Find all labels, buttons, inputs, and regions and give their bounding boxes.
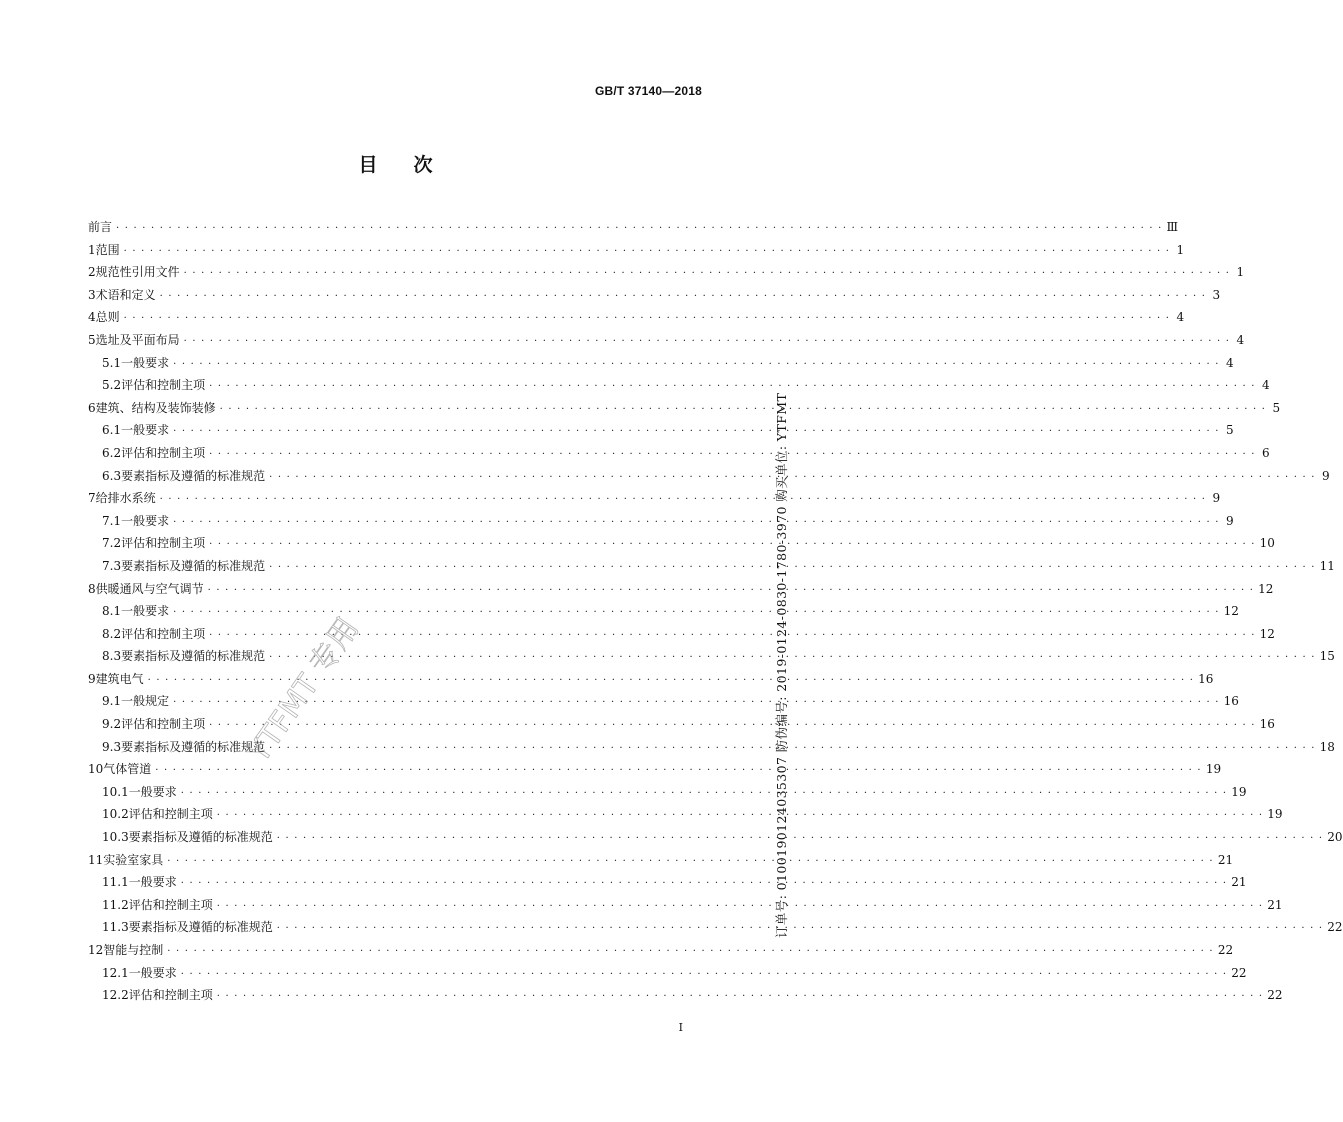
toc-chapter-entry[interactable]: [88, 397, 1281, 420]
toc-entry-label: 总则: [95, 310, 120, 325]
standard-code: GB/T 37140—2018: [594, 84, 702, 98]
toc-entry-page: 9: [1321, 468, 1330, 483]
toc-entry-label: 智能与控制: [103, 943, 164, 957]
toc-entry-label: 范围: [95, 242, 120, 257]
toc-entry-label: 一般要求: [128, 784, 177, 799]
toc-dot-leader: · · · · · · · · · · · · · · · · · · · · · · · · · · · · · · · · · · · · · · · · · · · · · · · · · · · · · · · · · · · · · · · · · · · · · · · · · · · · · · · · · · · · · · · · · · · · · · · · · · · · · · · · · · · · · · · · · · · · · · · ·: [209, 539, 1256, 551]
toc-dot-leader: · · · · · · · · · · · · · · · · · · · · · · · · · · · · · · · · · · · · · · · · · · · · · · · · · · · · · · · · · · · · · · · · · · · · · · · · · · · · · · · · · · · · · · · · · · · · · · · · · · · · · · · · · · · · · · · · · · · · · · · ·: [209, 448, 1256, 460]
toc-entry-number: 6.1: [102, 423, 122, 438]
toc-entry-number: 10.2: [102, 807, 129, 822]
toc-entry-page: 19: [1231, 784, 1247, 799]
toc-entry-label: 一般规定: [121, 694, 170, 709]
toc-entry-page: 10: [1259, 536, 1275, 551]
toc-section-entry[interactable]: [88, 984, 1283, 1007]
toc-section-entry[interactable]: [88, 352, 1234, 375]
toc-dot-leader: · · · · · · · · · · · · · · · · · · · · · · · · · · · · · · · · · · · · · · · · · · · · · · · · · · · · · · · · · · · · · · · · · · · · · · · · · · · · · · · · · · · · · · · · · · · · · · · · · · · · · · · · · · · · · · · · · · · · · · · ·: [167, 946, 1214, 957]
toc-entry-number: 12.1: [102, 965, 129, 980]
toc-entry-number: 7: [88, 491, 96, 506]
toc-entry-number: 3: [88, 287, 96, 302]
toc-entry-number: 12: [88, 943, 104, 957]
toc-entry-page: 16: [1223, 694, 1239, 709]
toc-entry-page: 1: [1176, 242, 1185, 257]
toc-entry-label: 实验室家具: [103, 852, 164, 867]
toc-entry-page: 1: [1236, 265, 1245, 280]
toc-entry-page: 19: [1205, 762, 1222, 777]
toc-chapter-entry[interactable]: [88, 668, 1214, 691]
toc-entry-number: 9.3: [102, 739, 122, 754]
toc-dot-leader: · · · · · · · · · · · · · · · · · · · · · · · · · · · · · · · · · · · · · · · · · · · · · · · · · · · · · · · · · · · · · · · · · · · · · · · · · · · · · · · · · · · · · · · · · · · · · · · · · · · · · · · · · · · · · · · · · · · · · · · ·: [180, 787, 1228, 799]
toc-section-entry[interactable]: [88, 600, 1239, 623]
toc-entry-label: 选址及平面布局: [95, 332, 180, 347]
toc-chapter-entry[interactable]: [88, 487, 1221, 510]
toc-dot-leader: · · · · · · · · · · · · · · · · · · · · · · · · · · · · · · · · · · · · · · · · · · · · · · · · · · · · · · · · · · · · · · · · · · · · · · · · · · · · · · · · · · · · · · · · · · · · · · · · · · · · · · · · · · · · · · · · · · · · · · · ·: [269, 471, 1316, 483]
toc-entry-number: 11.3: [102, 920, 129, 935]
page-number: I: [678, 1021, 683, 1034]
toc-entry-page: 22: [1217, 943, 1234, 957]
toc-entry-label: 评估和控制主项: [128, 897, 213, 912]
toc-section-entry[interactable]: [88, 736, 1335, 759]
toc-chapter-entry[interactable]: [88, 239, 1185, 262]
toc-entry-page: 12: [1223, 604, 1239, 619]
toc-entry-number: 6: [88, 400, 96, 415]
toc-entry-label: 建筑电气: [95, 671, 144, 686]
toc-entry-label: 要素指标及遵循的标准规范: [121, 468, 266, 483]
toc-section-entry[interactable]: [88, 803, 1283, 826]
toc-entry-page: 19: [1267, 807, 1283, 822]
toc-dot-leader: · · · · · · · · · · · · · · · · · · · · · · · · · · · · · · · · · · · · · · · · · · · · · · · · · · · · · · · · · · · · · · · · · · · · · · · · · · · · · · · · · · · · · · · · · · · · · · · · · · · · · · · · · · · · · · · · · · · · · · · ·: [207, 584, 1255, 596]
toc-section-entry[interactable]: [88, 623, 1275, 646]
toc-dot-leader: · · · · · · · · · · · · · · · · · · · · · · · · · · · · · · · · · · · · · · · · · · · · · · · · · · · · · · · · · · · · · · · · · · · · · · · · · · · · · · · · · · · · · · · · · · · · · · · · · · · · · · · · · · · · · · · · · · · · · · · ·: [216, 900, 1264, 912]
toc-entry-number: 7.3: [102, 558, 122, 573]
toc-section-entry[interactable]: [88, 871, 1247, 894]
toc-entry-page: 11: [1319, 558, 1335, 573]
toc-dot-leader: · · · · · · · · · · · · · · · · · · · · · · · · · · · · · · · · · · · · · · · · · · · · · · · · · · · · · · · · · · · · · · · · · · · · · · · · · · · · · · · · · · · · · · · · · · · · · · · · · · · · · · · · · · · · · · · · · · · · · · · ·: [216, 810, 1264, 822]
toc-section-entry[interactable]: [88, 690, 1239, 713]
toc-entry-label: 气体管道: [103, 762, 152, 777]
toc-entry-number: 5: [88, 332, 96, 347]
toc-section-entry[interactable]: [88, 419, 1234, 442]
toc-entry-page: 5: [1225, 423, 1234, 438]
toc-entry-number: 11: [88, 852, 104, 867]
toc-entry-label: 要素指标及遵循的标准规范: [128, 830, 273, 845]
toc-section-entry[interactable]: [88, 555, 1335, 578]
toc-entry-page: 9: [1225, 513, 1234, 528]
toc-entry-page: 4: [1225, 355, 1234, 370]
page-title-first-char: 目: [358, 154, 380, 176]
toc-entry-number: 4: [88, 310, 96, 325]
toc-dot-leader: · · · · · · · · · · · · · · · · · · · · · · · · · · · · · · · · · · · · · · · · · · · · · · · · · · · · · · · · · · · · · · · · · · · · · · · · · · · · · · · · · · · · · · · · · · · · · · · · · · · · · · · · · · · · · · · · · · · · · · · ·: [269, 561, 1316, 573]
toc-entry-label: 评估和控制主项: [121, 378, 206, 393]
toc-entry-label: 给排水系统: [95, 491, 156, 506]
toc-entry-page: 20: [1327, 830, 1343, 845]
toc-entry-page: 21: [1217, 852, 1234, 867]
toc-chapter-entry[interactable]: [88, 306, 1185, 329]
toc-dot-leader: · · · · · · · · · · · · · · · · · · · · · · · · · · · · · · · · · · · · · · · · · · · · · · · · · · · · · · · · · · · · · · · · · · · · · · · · · · · · · · · · · · · · · · · · · · · · · · · · · · · · · · · · · · · · · · · · · · · · · · · ·: [276, 923, 1324, 935]
toc-entry-number: 8: [88, 581, 96, 596]
toc-entry-label: 评估和控制主项: [128, 988, 213, 1003]
toc-section-entry[interactable]: [88, 645, 1335, 668]
toc-section-entry[interactable]: [88, 962, 1247, 985]
toc-dot-leader: · · · · · · · · · · · · · · · · · · · · · · · · · · · · · · · · · · · · · · · · · · · · · · · · · · · · · · · · · · · · · · · · · · · · · · · · · · · · · · · · · · · · · · · · · · · · · · · · · · · · · · · · · · · · · · · · · · · · · · · ·: [116, 223, 1163, 234]
toc-dot-leader: · · · · · · · · · · · · · · · · · · · · · · · · · · · · · · · · · · · · · · · · · · · · · · · · · · · · · · · · · · · · · · · · · · · · · · · · · · · · · · · · · · · · · · · · · · · · · · · · · · · · · · · · · · · · · · · · · · · · · · · ·: [123, 245, 1171, 257]
toc-section-entry[interactable]: [88, 532, 1275, 555]
page-title-second-char: 次: [413, 154, 435, 176]
toc-chapter-entry[interactable]: [88, 758, 1222, 781]
toc-entry-number: 1: [88, 242, 96, 257]
toc-dot-leader: · · · · · · · · · · · · · · · · · · · · · · · · · · · · · · · · · · · · · · · · · · · · · · · · · · · · · · · · · · · · · · · · · · · · · · · · · · · · · · · · · · · · · · · · · · · · · · · · · · · · · · · · · · · · · · · · · · · · · · · ·: [209, 629, 1256, 641]
toc-section-entry[interactable]: [88, 781, 1247, 804]
toc-section-entry[interactable]: [88, 826, 1343, 849]
toc-entry-label: 一般要求: [121, 513, 170, 528]
toc-entry-label: 评估和控制主项: [121, 626, 206, 641]
toc-dot-leader: · · · · · · · · · · · · · · · · · · · · · · · · · · · · · · · · · · · · · · · · · · · · · · · · · · · · · · · · · · · · · · · · · · · · · · · · · · · · · · · · · · · · · · · · · · · · · · · · · · · · · · · · · · · · · · · · · · · · · · · ·: [159, 290, 1207, 302]
toc-section-entry[interactable]: [88, 713, 1275, 736]
toc-entry-label: 评估和控制主项: [121, 536, 206, 551]
toc-entry-number: 12.2: [102, 988, 129, 1003]
toc-chapter-entry[interactable]: [88, 216, 1179, 239]
toc-section-entry[interactable]: [88, 442, 1270, 465]
toc-entry-number: 5.2: [102, 378, 122, 393]
toc-section-entry[interactable]: [88, 510, 1234, 533]
toc-entry-page: 21: [1267, 897, 1283, 912]
toc-entry-label: 评估和控制主项: [121, 717, 206, 732]
toc-entry-label: 要素指标及遵循的标准规范: [121, 558, 266, 573]
toc-entry-label: 要素指标及遵循的标准规范: [121, 739, 266, 754]
toc-entry-page: 18: [1319, 739, 1335, 754]
toc-entry-page: 6: [1261, 445, 1270, 460]
toc-entry-label: 一般要求: [121, 423, 170, 438]
toc-chapter-entry[interactable]: [88, 284, 1221, 307]
toc-chapter-entry[interactable]: [88, 329, 1245, 352]
toc-entry-label: 建筑、结构及装饰装修: [95, 400, 216, 415]
toc-dot-leader: · · · · · · · · · · · · · · · · · · · · · · · · · · · · · · · · · · · · · · · · · · · · · · · · · · · · · · · · · · · · · · · · · · · · · · · · · · · · · · · · · · · · · · · · · · · · · · · · · · · · · · · · · · · · · · · · · · · · · · · ·: [147, 674, 1195, 686]
toc-entry-label: 评估和控制主项: [121, 445, 206, 460]
toc-entry-label: 评估和控制主项: [128, 807, 213, 822]
toc-entry-label: 术语和定义: [95, 287, 156, 302]
toc-entry-number: 7.1: [102, 513, 122, 528]
toc-dot-leader: · · · · · · · · · · · · · · · · · · · · · · · · · · · · · · · · · · · · · · · · · · · · · · · · · · · · · · · · · · · · · · · · · · · · · · · · · · · · · · · · · · · · · · · · · · · · · · · · · · · · · · · · · · · · · · · · · · · · · · · ·: [180, 878, 1228, 890]
toc-entry-page: 4: [1261, 378, 1270, 393]
toc-dot-leader: · · · · · · · · · · · · · · · · · · · · · · · · · · · · · · · · · · · · · · · · · · · · · · · · · · · · · · · · · · · · · · · · · · · · · · · · · · · · · · · · · · · · · · · · · · · · · · · · · · · · · · · · · · · · · · · · · · · · · · · ·: [269, 742, 1316, 754]
toc-dot-leader: · · · · · · · · · · · · · · · · · · · · · · · · · · · · · · · · · · · · · · · · · · · · · · · · · · · · · · · · · · · · · · · · · · · · · · · · · · · · · · · · · · · · · · · · · · · · · · · · · · · · · · · · · · · · · · · · · · · · · · · ·: [216, 991, 1264, 1003]
toc-entry-number: 11.1: [102, 875, 129, 890]
toc-dot-leader: · · · · · · · · · · · · · · · · · · · · · · · · · · · · · · · · · · · · · · · · · · · · · · · · · · · · · · · · · · · · · · · · · · · · · · · · · · · · · · · · · · · · · · · · · · · · · · · · · · · · · · · · · · · · · · · · · · · · · · · ·: [183, 335, 1231, 347]
toc-dot-leader: · · · · · · · · · · · · · · · · · · · · · · · · · · · · · · · · · · · · · · · · · · · · · · · · · · · · · · · · · · · · · · · · · · · · · · · · · · · · · · · · · · · · · · · · · · · · · · · · · · · · · · · · · · · · · · · · · · · · · · · ·: [219, 403, 1267, 415]
toc-entry-number: 10: [88, 762, 104, 777]
toc-entry-page: 3: [1212, 287, 1221, 302]
toc-dot-leader: · · · · · · · · · · · · · · · · · · · · · · · · · · · · · · · · · · · · · · · · · · · · · · · · · · · · · · · · · · · · · · · · · · · · · · · · · · · · · · · · · · · · · · · · · · · · · · · · · · · · · · · · · · · · · · · · · · · · · · · ·: [173, 426, 1220, 438]
toc-entry-number: 11.2: [102, 897, 129, 912]
toc-dot-leader: · · · · · · · · · · · · · · · · · · · · · · · · · · · · · · · · · · · · · · · · · · · · · · · · · · · · · · · · · · · · · · · · · · · · · · · · · · · · · · · · · · · · · · · · · · · · · · · · · · · · · · · · · · · · · · · · · · · · · · · ·: [167, 855, 1214, 867]
toc-entry-number: 7.2: [102, 536, 122, 551]
toc-chapter-entry[interactable]: [88, 849, 1234, 872]
toc-entry-number: 9: [88, 671, 96, 686]
toc-dot-leader: · · · · · · · · · · · · · · · · · · · · · · · · · · · · · · · · · · · · · · · · · · · · · · · · · · · · · · · · · · · · · · · · · · · · · · · · · · · · · · · · · · · · · · · · · · · · · · · · · · · · · · · · · · · · · · · · · · · · · · · ·: [209, 381, 1256, 393]
toc-dot-leader: · · · · · · · · · · · · · · · · · · · · · · · · · · · · · · · · · · · · · · · · · · · · · · · · · · · · · · · · · · · · · · · · · · · · · · · · · · · · · · · · · · · · · · · · · · · · · · · · · · · · · · · · · · · · · · · · · · · · · · · ·: [173, 697, 1220, 709]
toc-entry-number: 8.2: [102, 626, 122, 641]
toc-dot-leader: · · · · · · · · · · · · · · · · · · · · · · · · · · · · · · · · · · · · · · · · · · · · · · · · · · · · · · · · · · · · · · · · · · · · · · · · · · · · · · · · · · · · · · · · · · · · · · · · · · · · · · · · · · · · · · · · · · · · · · · ·: [276, 833, 1324, 845]
toc-dot-leader: · · · · · · · · · · · · · · · · · · · · · · · · · · · · · · · · · · · · · · · · · · · · · · · · · · · · · · · · · · · · · · · · · · · · · · · · · · · · · · · · · · · · · · · · · · · · · · · · · · · · · · · · · · · · · · · · · · · · · · · ·: [123, 313, 1171, 325]
toc-entry-label: 一般要求: [121, 604, 170, 619]
toc-dot-leader: · · · · · · · · · · · · · · · · · · · · · · · · · · · · · · · · · · · · · · · · · · · · · · · · · · · · · · · · · · · · · · · · · · · · · · · · · · · · · · · · · · · · · · · · · · · · · · · · · · · · · · · · · · · · · · · · · · · · · · · ·: [180, 968, 1228, 980]
toc-entry-number: 10.1: [102, 784, 129, 799]
toc-entry-label: 一般要求: [121, 355, 170, 370]
toc-entry-label: 一般要求: [128, 875, 177, 890]
toc-entry-number: 6.3: [102, 468, 122, 483]
toc-dot-leader: · · · · · · · · · · · · · · · · · · · · · · · · · · · · · · · · · · · · · · · · · · · · · · · · · · · · · · · · · · · · · · · · · · · · · · · · · · · · · · · · · · · · · · · · · · · · · · · · · · · · · · · · · · · · · · · · · · · · · · · ·: [269, 652, 1316, 664]
toc-entry-label: 前言: [88, 220, 113, 234]
toc-entry-page: 12: [1258, 581, 1274, 596]
toc-entry-label: 一般要求: [128, 965, 177, 980]
toc-dot-leader: · · · · · · · · · · · · · · · · · · · · · · · · · · · · · · · · · · · · · · · · · · · · · · · · · · · · · · · · · · · · · · · · · · · · · · · · · · · · · · · · · · · · · · · · · · · · · · · · · · · · · · · · · · · · · · · · · · · · · · · ·: [183, 268, 1231, 280]
toc-chapter-entry[interactable]: [88, 261, 1245, 284]
toc-entry-page: 4: [1176, 310, 1185, 325]
toc-entry-number: 9.2: [102, 717, 122, 732]
toc-entry-page: 21: [1231, 875, 1247, 890]
toc-entry-page: 5: [1272, 400, 1281, 415]
purchase-info-side-note: 订单号: 0100190124035307 防伪编号: 2019-0124-0830-1780-3970 购买单位: YTFMT: [774, 392, 789, 938]
toc-entry-page: 4: [1236, 332, 1245, 347]
toc-dot-leader: · · · · · · · · · · · · · · · · · · · · · · · · · · · · · · · · · · · · · · · · · · · · · · · · · · · · · · · · · · · · · · · · · · · · · · · · · · · · · · · · · · · · · · · · · · · · · · · · · · · · · · · · · · · · · · · · · · · · · · · ·: [209, 720, 1256, 732]
toc-dot-leader: · · · · · · · · · · · · · · · · · · · · · · · · · · · · · · · · · · · · · · · · · · · · · · · · · · · · · · · · · · · · · · · · · · · · · · · · · · · · · · · · · · · · · · · · · · · · · · · · · · · · · · · · · · · · · · · · · · · · · · · ·: [159, 494, 1207, 506]
toc-section-entry[interactable]: [88, 465, 1330, 488]
toc-dot-leader: · · · · · · · · · · · · · · · · · · · · · · · · · · · · · · · · · · · · · · · · · · · · · · · · · · · · · · · · · · · · · · · · · · · · · · · · · · · · · · · · · · · · · · · · · · · · · · · · · · · · · · · · · · · · · · · · · · · · · · · ·: [173, 607, 1220, 619]
toc-dot-leader: · · · · · · · · · · · · · · · · · · · · · · · · · · · · · · · · · · · · · · · · · · · · · · · · · · · · · · · · · · · · · · · · · · · · · · · · · · · · · · · · · · · · · · · · · · · · · · · · · · · · · · · · · · · · · · · · · · · · · · · ·: [155, 765, 1202, 777]
toc-entry-page: Ⅲ: [1166, 220, 1179, 234]
toc-entry-label: 要素指标及遵循的标准规范: [128, 920, 273, 935]
toc-entry-number: 9.1: [102, 694, 122, 709]
toc-entry-page: 12: [1259, 626, 1275, 641]
toc-dot-leader: · · · · · · · · · · · · · · · · · · · · · · · · · · · · · · · · · · · · · · · · · · · · · · · · · · · · · · · · · · · · · · · · · · · · · · · · · · · · · · · · · · · · · · · · · · · · · · · · · · · · · · · · · · · · · · · · · · · · · · · ·: [173, 358, 1220, 370]
toc-section-entry[interactable]: [88, 894, 1283, 917]
toc-entry-page: 16: [1259, 717, 1275, 732]
toc-chapter-entry[interactable]: [88, 578, 1274, 601]
toc-section-entry[interactable]: [88, 374, 1270, 397]
toc-entry-page: 22: [1267, 988, 1283, 1003]
toc-entry-number: 6.2: [102, 445, 122, 460]
toc-entry-label: 规范性引用文件: [95, 265, 180, 280]
toc-entry-label: 要素指标及遵循的标准规范: [121, 649, 266, 664]
toc-entry-label: 供暖通风与空气调节: [95, 581, 204, 596]
toc-entry-page: 9: [1212, 491, 1221, 506]
toc-entry-number: 5.1: [102, 355, 122, 370]
toc-entry-page: 22: [1327, 920, 1343, 935]
page-title: [0, 150, 793, 177]
toc-entry-number: 10.3: [102, 830, 129, 845]
toc-chapter-entry[interactable]: [88, 939, 1234, 962]
watermark-text: YTFMT 专用: [241, 611, 367, 769]
toc-entry-number: 8.1: [102, 604, 122, 619]
toc-entry-number: 8.3: [102, 649, 122, 664]
toc-entry-page: 16: [1198, 671, 1214, 686]
toc-section-entry[interactable]: [88, 916, 1343, 939]
toc-entry-page: 15: [1319, 649, 1335, 664]
toc-entry-page: 22: [1231, 965, 1247, 980]
toc-dot-leader: · · · · · · · · · · · · · · · · · · · · · · · · · · · · · · · · · · · · · · · · · · · · · · · · · · · · · · · · · · · · · · · · · · · · · · · · · · · · · · · · · · · · · · · · · · · · · · · · · · · · · · · · · · · · · · · · · · · · · · · ·: [173, 516, 1220, 528]
toc-entry-number: 2: [88, 265, 96, 280]
